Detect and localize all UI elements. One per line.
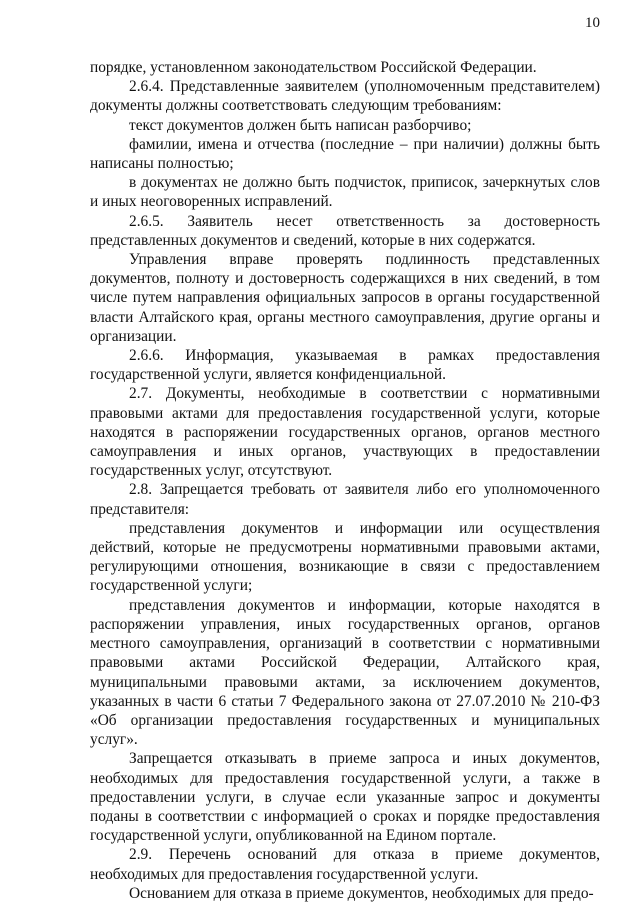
page-number: 10 — [585, 15, 600, 31]
paragraph-2-7: 2.7. Документы, необходимые в соответствии с нормативными правовыми актами для предоставления государственной услуги, которые находятся в распоряжении государственных органов, органов местного самоуправления и иных органов, участвующих в предоставлении государственных услуг, отсутствуют. — [90, 385, 600, 480]
paragraph-verification: Управления вправе проверять подлинность представленных документов, полноту и достоверность содержащихся в них сведений, в том числе путем направления официальных запросов в органы государственной власти Алтайского края, органы местного самоуправления, другие органы и организации. — [90, 251, 600, 345]
paragraph-requirement-no-erasures: в документах не должно быть подчисток, приписок, зачеркнутых слов и иных неоговоренных исправлений. — [90, 174, 600, 211]
paragraph-2-9: 2.9. Перечень оснований для отказа в приеме документов, необходимых для предоставления государственной услуги. — [90, 846, 600, 883]
paragraph-continuation: порядке, установленном законодательством Российской Федерации. — [90, 59, 537, 76]
document-body — [90, 58, 600, 903]
paragraph-refusal-grounds: Основанием для отказа в приеме документов, необходимых для предо- — [129, 884, 594, 902]
paragraph-2-8: 2.8. Запрещается требовать от заявителя либо его уполномоченного представителя: — [90, 481, 600, 518]
paragraph-requirement-names: фамилии, имена и отчества (последние – при наличии) должны быть написаны полностью; — [90, 135, 600, 173]
paragraph-prohibition-documents: представления документов и информации, которые находятся в распоряжении управления, иных государственных органов, органов местного самоуправления, организаций в соответствии с нормативными правовыми актами Российской Федерации, Алтайского края, муниципальными правовыми актами, за исключением документов, указанных в части 6 статьи 7 Федерального закона от 27.07.2010 № 210-ФЗ «Об организации предоставления государственных и муниципальных услуг». — [90, 596, 600, 749]
paragraph-2-6-4: 2.6.4. Представленные заявителем (уполномоченным представителем) документы должны соответствовать следующим требованиям: — [90, 78, 600, 115]
paragraph-prohibition-actions: представления документов и информации или осуществления действий, которые не предусмотрены нормативными правовыми актами, регулирующими отношения, возникающие в связи с предоставлением государственной услуги; — [90, 519, 600, 595]
paragraph-prohibition-refusal: Запрещается отказывать в приеме запроса и иных документов, необходимых для предоставления государственной услуги, а также в предоставлении услуги, в случае если указанные запрос и документы поданы в соответствии с информацией о сроках и порядке предоставления государственной услуги, опубликованной на Едином портале. — [90, 750, 600, 845]
paragraph-requirement-legible: текст документов должен быть написан разборчиво; — [129, 116, 472, 134]
paragraph-2-6-5: 2.6.5. Заявитель несет ответственность за достоверность представленных документов и сведений, которые в них содержатся. — [90, 212, 600, 249]
paragraph-2-6-6: 2.6.6. Информация, указываемая в рамках предоставления государственной услуги, является конфиденциальной. — [90, 347, 600, 384]
